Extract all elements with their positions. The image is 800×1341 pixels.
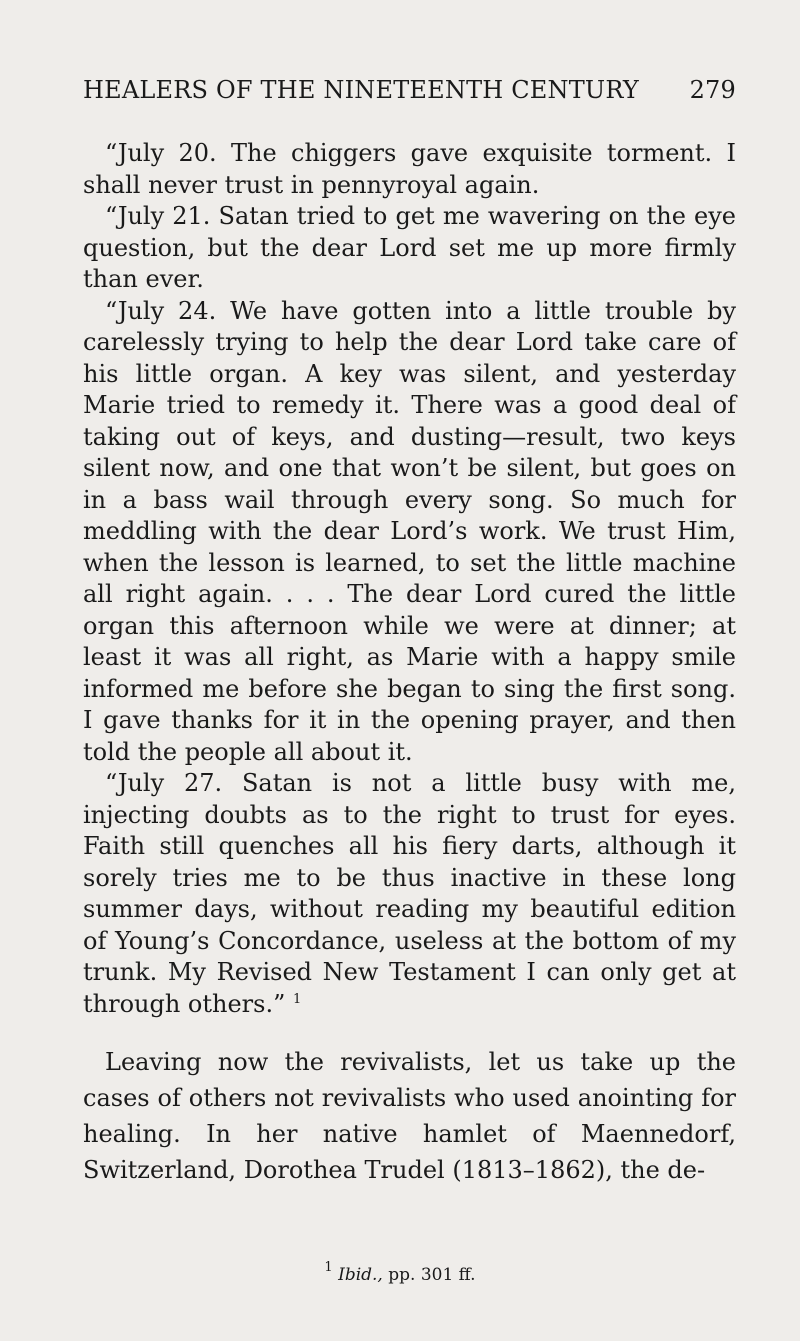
footnote — [0, 1260, 800, 1287]
page-number: 279 — [689, 76, 736, 104]
journal-entry-july-27 — [83, 768, 736, 1020]
journal-entry-july-21: “July 21. Satan tried to get me wavering on the eye question, but the dear Lord set me up more firmly than ever. — [83, 202, 736, 293]
journal-excerpt — [83, 138, 736, 1020]
journal-entry-july-20: “July 20. The chiggers gave exquisite torment. I shall never trust in pennyroyal again. — [83, 139, 736, 199]
footnote-reference[interactable]: 1 — [293, 991, 302, 1007]
paragraph: Leaving now the revivalists, let us take up the cases of others not revivalists who used anointing for healing. In her native hamlet of Maennedorf, Switzerland, Dorothea Trudel (1813–1862), the de- — [83, 1048, 736, 1184]
essay-text — [83, 1044, 736, 1188]
running-header — [83, 72, 736, 108]
running-title: HEALERS OF THE NINETEENTH CENTURY — [83, 76, 639, 104]
journal-entry-july-24: “July 24. We have gotten into a little trouble by carelessly trying to help the dear Lord take care of his little organ. A key was silent, and yesterday Marie tried to remedy it. There was a good deal of taking out of keys, and dusting—result, two keys silent now, and one that won’t be silent, but goes on in a bass wail through every song. So much for meddling with the dear Lord’s work. We trust Him, when the lesson is learned, to set the little machine all right again. . . . The dear Lord cured the little organ this afternoon while we were at dinner; at least it was all right, as Marie with a happy smile informed me before she began to sing the first song. I gave thanks for it in the opening prayer, and then told the people all about it. — [83, 296, 736, 766]
footnote-source: Ibid., — [338, 1265, 383, 1285]
footnote-marker: 1 — [324, 1260, 333, 1275]
footnote-pages: pp. 301 ff. — [388, 1265, 476, 1285]
journal-entry-text: “July 27. Satan is not a little busy with me, injecting doubts as to the right to trust for eyes. Faith still quenches all his fiery darts, although it sorely tries me to be thus inactive in these long summer days, without reading my beautiful edition of Young’s Concordance, useless at the bottom of my trunk. My Revised New Testament I can only get at through others.” — [83, 769, 736, 1018]
